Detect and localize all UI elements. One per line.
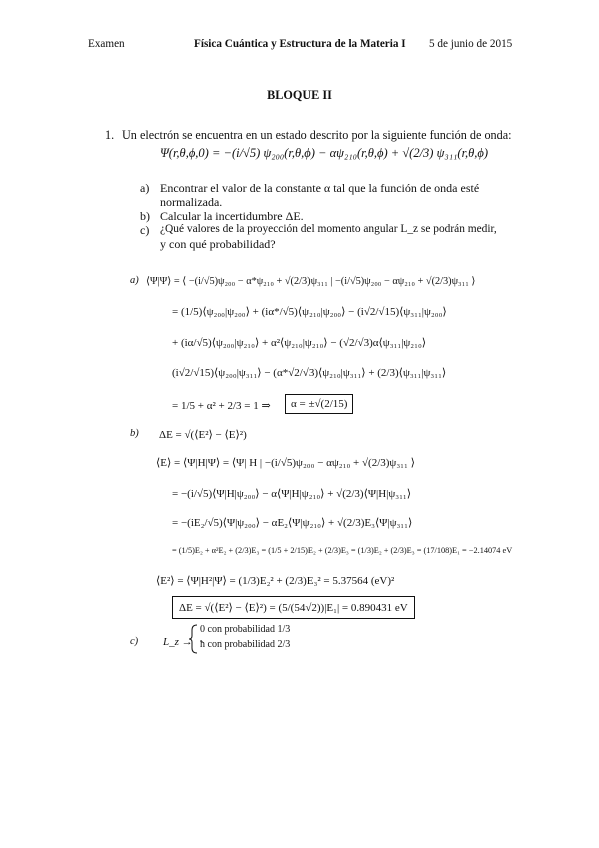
- part-b-label: b): [140, 209, 150, 223]
- part-a-text: Encontrar el valor de la constante α tal que la función de onda esté: [160, 181, 480, 195]
- part-c-label: c): [140, 223, 150, 237]
- alpha-result-box: α = ±√(2/15): [285, 394, 353, 414]
- solution-b-line-3: = −(i/√5)⟨Ψ|H|ψ₂₀₀⟩ − α⟨Ψ|H|ψ₂₁₀⟩ + √(2/3)⟨Ψ|H|ψ₃₁₁⟩: [172, 488, 412, 500]
- part-a-label: a): [140, 181, 150, 195]
- wavefunction-equation: [160, 146, 488, 161]
- solution-a-line-1: ⟨Ψ|Ψ⟩ = ⟨ −(i/√5)ψ₂₀₀ − α*ψ₂₁₀ + √(2/3)ψ₃₁₁ | −(i/√5)ψ₂₀₀ − αψ₂₁₀ + √(2/3)ψ₃₁₁ ⟩: [146, 276, 476, 287]
- delta-e-result-box: ΔE = √(⟨E²⟩ − ⟨E⟩²) = (5/(54√2))|E₁| = 0.890431 eV: [172, 596, 415, 619]
- solution-a-line-2: = (1/5)⟨ψ₂₀₀|ψ₂₀₀⟩ + (iα*/√5)⟨ψ₂₁₀|ψ₂₀₀⟩ − (i√2/√15)⟨ψ₃₁₁|ψ₂₀₀⟩: [172, 306, 447, 318]
- part-c-text-cont: y con qué probabilidad?: [160, 237, 276, 251]
- part-b-text: Calcular la incertidumbre ΔE.: [160, 209, 304, 223]
- solution-b-line-1: ΔE = √(⟨E²⟩ − ⟨E⟩²): [159, 429, 247, 441]
- solution-a-label: a): [130, 275, 139, 286]
- header-left: Examen: [88, 38, 125, 50]
- part-a-text-cont: normalizada.: [160, 195, 223, 209]
- solution-c-label: c): [130, 636, 139, 647]
- header-course: Física Cuántica y Estructura de la Materia I: [194, 38, 406, 50]
- part-c-text: ¿Qué valores de la proyección del momento angular L_z se podrán medir,: [160, 223, 497, 235]
- header-date: 5 de junio de 2015: [429, 38, 513, 50]
- solution-a-line-4: (i√2/√15)⟨ψ₂₀₀|ψ₃₁₁⟩ − (α*√2/√3)⟨ψ₂₁₀|ψ₃₁₁⟩ + (2/3)⟨ψ₃₁₁|ψ₃₁₁⟩: [172, 367, 447, 379]
- question-number: 1.: [105, 128, 115, 142]
- solution-a-line-5: = 1/5 + α² + 2/3 = 1 ⇒: [172, 400, 271, 412]
- solution-b-line-2: ⟨E⟩ = ⟨Ψ|H|Ψ⟩ = ⟨Ψ| H | −(i/√5)ψ₂₀₀ − αψ₂₁₀ + √(2/3)ψ₃₁₁ ⟩: [156, 457, 415, 469]
- solution-b-label: b): [130, 428, 139, 439]
- block-title: BLOQUE II: [267, 88, 332, 102]
- solution-b-line-6: ⟨E²⟩ = ⟨Ψ|H²|Ψ⟩ = (1/3)E₂² + (2/3)E₃² = 5.37564 (eV)²: [156, 575, 395, 587]
- solution-b-line-5: = (1/5)E₂ + α²E₂ + (2/3)E₃ = (1/5 + 2/15)E₂ + (2/3)E₃ = (1/3)E₂ + (2/3)E₃ = (17/108)E₁ = −2.14074 eV: [172, 546, 513, 555]
- lz-option-0: 0 con probabilidad 1/3: [200, 624, 291, 635]
- solution-a-line-3: + (iα/√5)⟨ψ₂₀₀|ψ₂₁₀⟩ + α²⟨ψ₂₁₀|ψ₂₁₀⟩ − (√2/√3)α⟨ψ₃₁₁|ψ₂₁₀⟩: [172, 337, 427, 349]
- wavefunction-text: Ψ(r,θ,ϕ,0) = −(i/√5) ψ₂₀₀(r,θ,ϕ) − αψ₂₁₀(r,θ,ϕ) + √(2/3) ψ₃₁₁(r,θ,ϕ): [160, 146, 489, 160]
- lz-arrow: L_z →: [163, 636, 193, 648]
- brace-icon: [189, 624, 199, 654]
- question-text: Un electrón se encuentra en un estado descrito por la siguiente función de onda:: [122, 128, 512, 142]
- solution-b-line-4: = −(iE₂/√5)⟨Ψ|ψ₂₀₀⟩ − αE₂⟨Ψ|ψ₂₁₀⟩ + √(2/3)E₃⟨Ψ|ψ₃₁₁⟩: [172, 517, 413, 529]
- lz-option-hbar: ħ con probabilidad 2/3: [200, 639, 291, 650]
